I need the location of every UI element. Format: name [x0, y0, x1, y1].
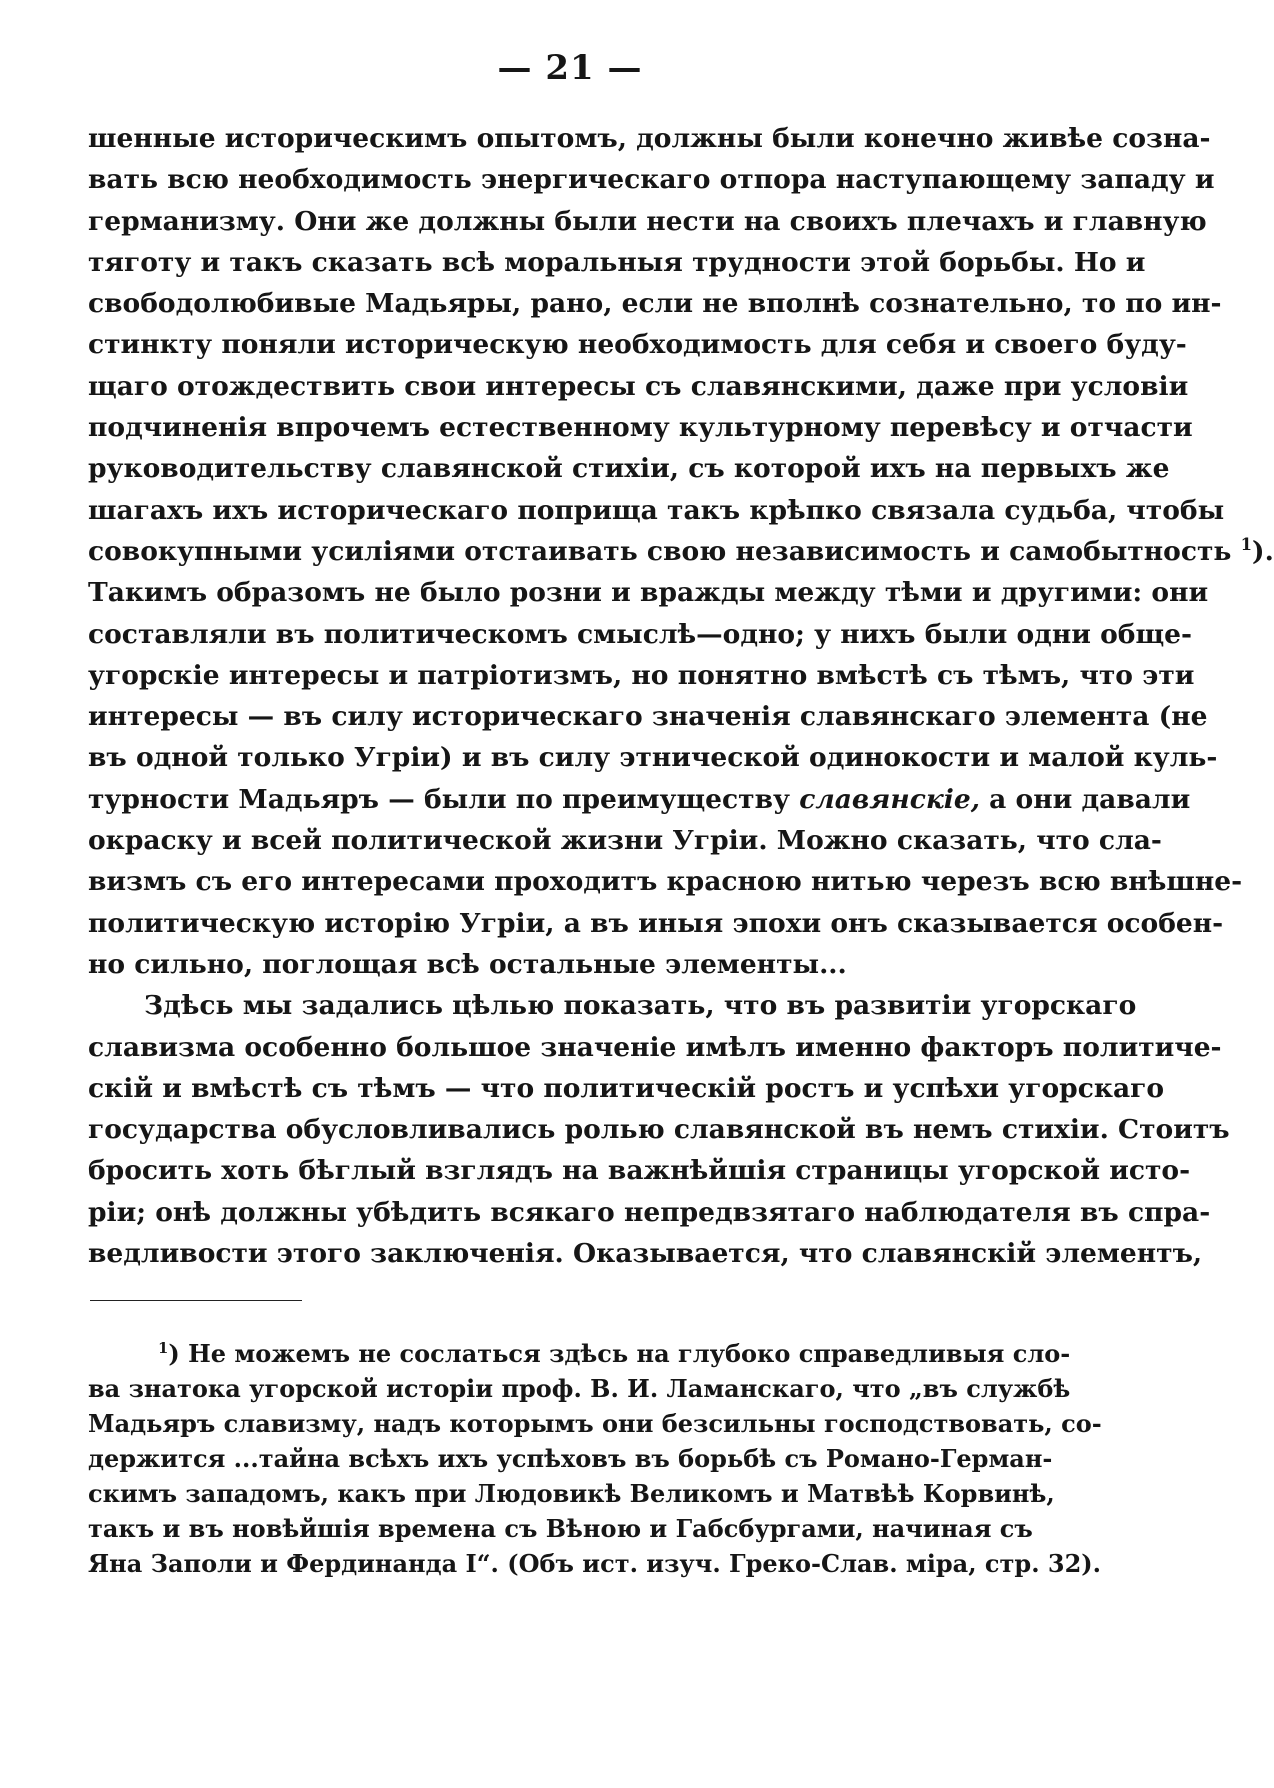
text-line: тяготу и такъ сказать всѣ моральныя трудности этой борьбы. Но и	[88, 246, 1146, 278]
line-tail: ).	[1252, 535, 1274, 567]
footnote-line: Мадьяръ славизму, надъ которымъ они безсильны господствовать, со-	[88, 1409, 1102, 1438]
line-text: турности Мадьяръ — были по преимуществу	[88, 783, 800, 815]
text-line-with-emphasis	[88, 779, 1191, 820]
text-line: скій и вмѣстѣ съ тѣмъ — что политическій ростъ и успѣхи угорскаго	[88, 1072, 1165, 1104]
text-line: славизма особенно большое значеніе имѣлъ именно факторъ политиче-	[88, 1031, 1222, 1063]
line-tail: а они давали	[979, 783, 1191, 815]
text-line: Такимъ образомъ не было розни и вражды между тѣми и другими: они	[88, 577, 1209, 609]
footnote-reference: 1	[1240, 535, 1253, 555]
text-line-with-footnote-ref	[88, 531, 1274, 572]
footnote-line: ва знатока угорской исторіи проф. В. И. Ламанскаго, что „въ службѣ	[88, 1374, 1071, 1403]
text-line: составляли въ политическомъ смыслѣ—одно; у нихъ были одни обще-	[88, 618, 1192, 650]
text-line: интересы — въ силу историческаго значенія славянскаго элемента (не	[88, 701, 1208, 733]
text-line: визмъ съ его интересами проходитъ красною нитью черезъ всю внѣшне-	[88, 866, 1243, 898]
text-line: шагахъ ихъ историческаго поприща такъ крѣпко связала судьба, чтобы	[88, 494, 1225, 526]
text-line: руководительству славянской стихіи, съ которой ихъ на первыхъ же	[88, 453, 1170, 485]
text-line: но сильно, поглощая всѣ остальные элементы...	[88, 948, 847, 980]
text-line: шенные историческимъ опытомъ, должны были конечно живѣе созна-	[88, 123, 1211, 154]
footnote	[88, 1336, 1102, 1581]
text-line: въ одной только Угріи) и въ силу этнической одинокости и малой куль-	[88, 742, 1218, 774]
text-line: свободолюбивые Мадьяры, рано, если не вполнѣ сознательно, то по ин-	[88, 288, 1222, 320]
text-line: окраску и всей политической жизни Угріи. Можно сказать, что сла-	[88, 825, 1162, 857]
footnote-line: держится ...тайна всѣхъ ихъ успѣховъ въ борьбѣ съ Романо-Герман-	[88, 1444, 1053, 1473]
text-line: государства обусловливались ролью славянской въ немъ стихіи. Стоитъ	[88, 1114, 1230, 1146]
text-line: подчиненія впрочемъ естественному культурному перевѣсу и отчасти	[88, 412, 1193, 444]
text-line: щаго отождествить свои интересы съ славянскими, даже при условіи	[88, 370, 1189, 402]
paragraph-first-line: Здѣсь мы задались цѣлью показать, что въ развитіи угорскаго	[144, 990, 1137, 1022]
text-line: политическую исторію Угріи, а въ иныя эпохи онъ сказывается особен-	[88, 907, 1224, 939]
text-line: стинкту поняли историческую необходимость для себя и своего буду-	[88, 329, 1187, 361]
footnote-text: ) Не можемъ не сослаться здѣсь на глубоко справедливыя сло-	[168, 1339, 1071, 1368]
emphasis-slavic: славянскіе,	[799, 783, 980, 815]
footnote-line: скимъ западомъ, какъ при Людовикѣ Великомъ и Матвѣѣ Корвинѣ,	[88, 1479, 1055, 1508]
footnote-divider	[90, 1300, 302, 1301]
text-line: ріи; онѣ должны убѣдить всякаго непредвзятаго наблюдателя въ спра-	[88, 1196, 1211, 1228]
footnote-first-line	[88, 1336, 1071, 1371]
text-line: ведливости этого заключенія. Оказывается, что славянскій элементъ,	[88, 1238, 1203, 1270]
text-line: вать всю необходимость энергическаго отпора наступающему западу и	[88, 164, 1215, 196]
footnote-line: Яна Заполи и Фердинанда I“. (Объ ист. изуч. Греко-Слав. міра, стр. 32).	[88, 1549, 1102, 1578]
line-text: совокупными усиліями отстаивать свою независимость и самобытность	[88, 535, 1241, 567]
body-text	[88, 118, 1274, 1274]
page-number: — 21 —	[497, 48, 643, 88]
footnote-marker: 1	[158, 1339, 169, 1358]
text-line: угорскіе интересы и патріотизмъ, но понятно вмѣстѣ съ тѣмъ, что эти	[88, 659, 1195, 691]
footnote-line: такъ и въ новѣйшія времена съ Вѣною и Габсбургами, начиная съ	[88, 1514, 1033, 1543]
text-line: бросить хоть бѣглый взглядъ на важнѣйшія страницы угорской исто-	[88, 1155, 1191, 1187]
text-line: германизму. Они же должны были нести на своихъ плечахъ и главную	[88, 205, 1207, 237]
